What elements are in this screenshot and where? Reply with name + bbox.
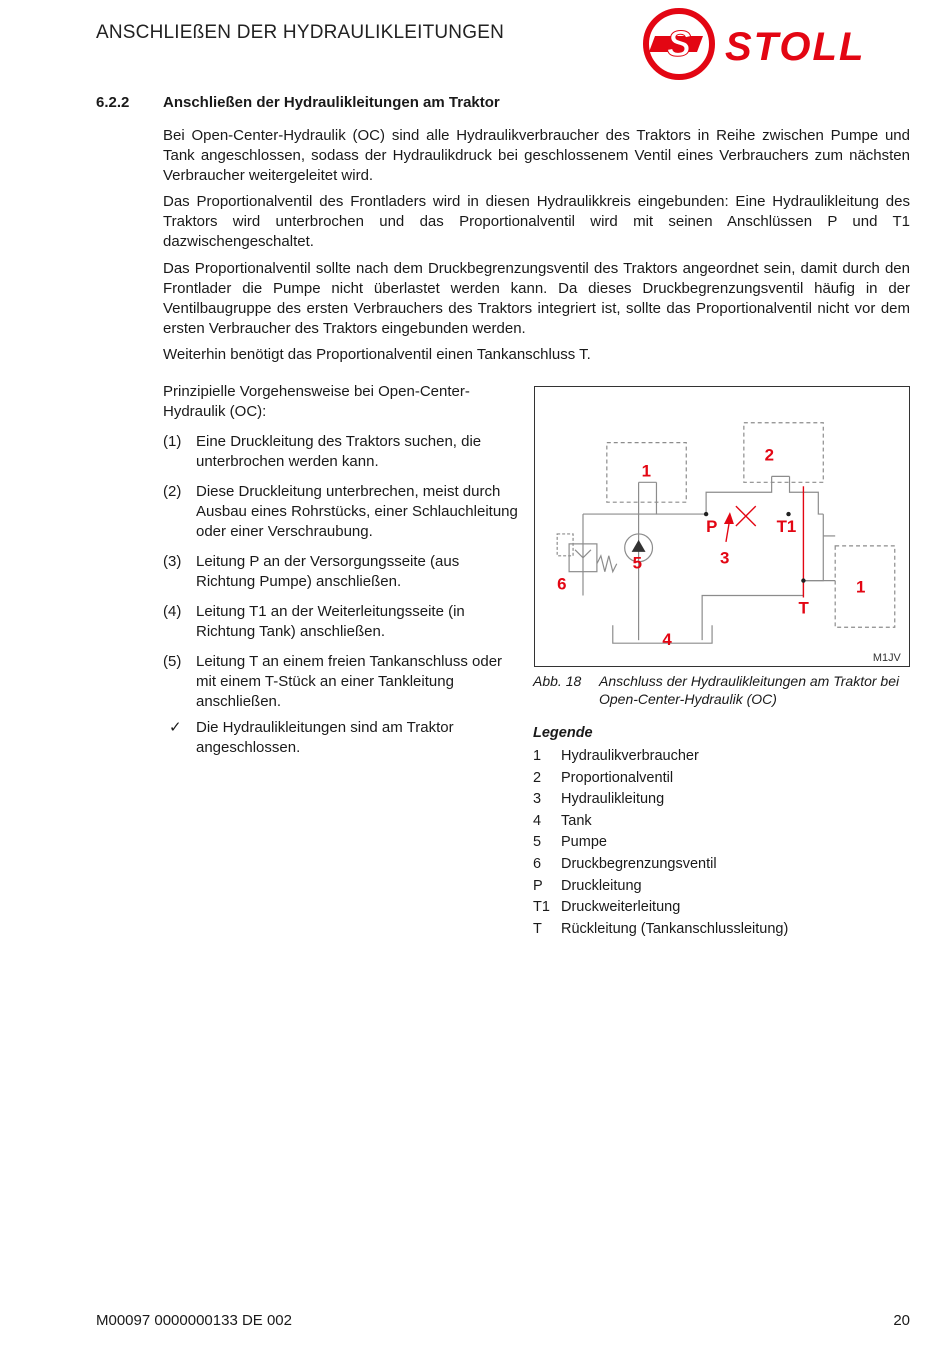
legend-key: P	[533, 878, 543, 894]
procedure-step	[163, 652, 523, 712]
label-T: T	[798, 598, 809, 618]
section-heading	[96, 94, 500, 111]
footer-document-number: M00097 0000000133 DE 002	[96, 1312, 292, 1329]
page-header-title: ANSCHLIEßEN DER HYDRAULIKLEITUNGEN	[96, 22, 504, 43]
procedure-step	[163, 482, 523, 542]
procedure-step	[163, 432, 523, 472]
paragraph-oc-intro: Bei Open-Center-Hydraulik (OC) sind alle Hydraulikverbraucher des Traktors in Reihe zwischen Pumpe und Tank angeschlossen, sodass der Hydraulikdruck bei geschlossenem Ventil eines Verbrauchers zum nächsten Verbraucher weitergeleitet wird.	[163, 127, 910, 184]
paragraph-tank-connection: Weiterhin benötigt das Proportionalventil einen Tankanschluss T.	[163, 346, 591, 363]
step-text: Leitung T1 an der Weiterleitungsseite (in Richtung Tank) anschließen.	[196, 603, 465, 640]
stoll-logo	[643, 8, 913, 82]
section-number: 6.2.2	[96, 94, 130, 111]
legend-key: T1	[533, 899, 550, 915]
step-text: Leitung T an einem freien Tankanschluss oder mit einem T-Stück an einer Tankleitung anschließen.	[196, 653, 503, 710]
legend-desc: Tank	[561, 813, 592, 829]
label-1b: 1	[856, 577, 866, 597]
legend-desc: Rückleitung (Tankanschlussleitung)	[561, 921, 789, 937]
label-5: 5	[632, 553, 643, 573]
procedure-intro: Prinzipielle Vorgehensweise bei Open-Center-Hydraulik (OC):	[163, 383, 470, 420]
paragraph-valve-position: Das Proportionalventil sollte nach dem Druckbegrenzungsventil des Traktors angeordnet sein, damit durch den Frontlader die Pumpe nicht überlastet werden kann. Da dieses Druckbegrenzungsventil häufig in der Ventilbaugruppe des ersten Verbrauchers des Traktors integriert ist, sollte das Proportionalventil nicht vor dem ersten Verbraucher des Traktors eingebunden werden.	[163, 260, 910, 337]
legend-desc: Pumpe	[561, 834, 607, 850]
paragraph-valve-integration: Das Proportionalventil des Frontladers wird in diesen Hydraulikkreis eingebunden: Eine Hydraulikleitung des Traktors wird unterbrochen und das Proportionalventil wird mit seinen Anschlüssen P und T1 dazwischengeschaltet.	[163, 193, 910, 250]
step-text: Die Hydraulikleitungen sind am Traktor angeschlossen.	[196, 719, 454, 756]
legend-desc: Druckleitung	[561, 878, 642, 894]
step-text: Eine Druckleitung des Traktors suchen, die unterbrochen werden kann.	[196, 433, 482, 470]
step-label: (3)	[163, 553, 182, 570]
legend-key: 6	[533, 856, 542, 872]
step-text: Leitung P an der Versorgungsseite (aus Richtung Pumpe) anschließen.	[196, 553, 460, 590]
legend-desc: Hydraulikverbraucher	[561, 748, 699, 764]
label-T1: T1	[776, 516, 797, 536]
svg-text:S: S	[666, 23, 692, 64]
legend-title: Legende	[533, 725, 593, 741]
step-label: (1)	[163, 433, 182, 450]
checkmark-icon: ✓	[169, 719, 182, 736]
procedure-step	[163, 552, 523, 592]
legend-key: 3	[533, 791, 542, 807]
label-4: 4	[662, 630, 672, 650]
step-text: Diese Druckleitung unterbrechen, meist durch Ausbau eines Rohrstücks, einer Schlauchleitung oder einer Verschraubung.	[196, 483, 518, 540]
legend-desc: Druckbegrenzungsventil	[561, 856, 717, 872]
legend-key: 4	[533, 813, 542, 829]
hydraulic-diagram	[534, 386, 910, 667]
legend-key: T	[533, 921, 542, 937]
procedure-result	[163, 718, 523, 758]
logo-wordmark: STOLL	[725, 25, 866, 69]
section-title: Anschließen der Hydraulikleitungen am Traktor	[163, 94, 500, 111]
label-2: 2	[764, 445, 775, 465]
figure-number: Abb. 18	[533, 673, 582, 689]
legend-desc: Druckweiterleitung	[561, 899, 681, 915]
label-P: P	[706, 516, 718, 536]
procedure-step	[163, 602, 523, 642]
figure-caption-text: Anschluss der Hydraulikleitungen am Traktor bei Open-Center-Hydraulik (OC)	[599, 673, 900, 707]
figure-code: M1JV	[872, 652, 901, 665]
step-label: (5)	[163, 653, 182, 670]
step-label: (4)	[163, 603, 182, 620]
step-label: (2)	[163, 483, 182, 500]
label-6: 6	[557, 574, 567, 594]
legend-key: 5	[533, 834, 542, 850]
legend-desc: Hydraulikleitung	[561, 791, 665, 807]
proportional-valve-box	[744, 423, 823, 483]
legend-key: 1	[533, 748, 542, 764]
label-1a: 1	[641, 461, 651, 481]
legend-desc: Proportionalventil	[561, 770, 674, 786]
label-3: 3	[720, 548, 730, 568]
legend-key: 2	[533, 770, 542, 786]
footer-page-number: 20	[893, 1312, 910, 1329]
